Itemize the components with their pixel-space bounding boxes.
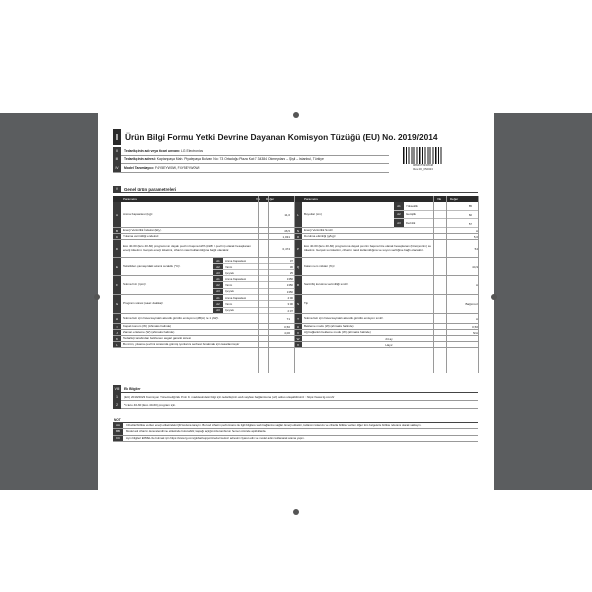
row-parameter: Tekstilden çamaşırdaki azami sıcaklık (°C)¹ [123,263,181,268]
sub-row-value: 1350 [286,283,293,288]
row-parameter: Sıkma fazı için hava kaynaklı akustik gürültü emisyonu (dB(A) re 1 pW)¹ [123,315,219,320]
supplier-row [113,156,389,165]
table-row [113,314,294,324]
row-id: 1 [113,393,121,401]
row-value: A [475,228,478,233]
barcode-number: 0884675930548 [412,163,434,167]
row-id: H [113,314,121,323]
section-number: VIII [114,386,120,391]
row-parameter: Yıkama verimliliği endeksi¹ [123,233,159,238]
row-parameter: Sıkma fazı için hava kaynaklı akustik gürültü emisyon sınıfı¹ [304,315,384,320]
row-id: T [294,314,302,323]
row-id: R [294,276,302,294]
revision-code: Rev.00_052023 [413,166,433,171]
row-id: L [294,202,302,227]
left-background-band [0,113,98,490]
row-parameter: Boyutlar (cm) [304,211,322,216]
right-background-band [494,113,592,490]
header-unit: VE [256,197,261,201]
row-id: C [113,234,121,239]
section-title: Genel ürün parametreleri [124,186,177,192]
sub-row-key: A3 [213,270,223,275]
section-number: I [113,129,121,145]
supplier-field-label: Tedarikçinin adı veya ticari unvanı: [124,148,181,153]
sub-row-key: A3 [213,289,223,294]
row-value: A [475,283,478,287]
header-parameter: Parametre [304,197,319,201]
row-id: 2 [113,401,121,409]
table-row [294,276,478,295]
supplier-row [113,147,389,156]
table-row [113,240,294,258]
row-parameter: Ağ bağlantılı bekleme modu (W) (ahmaks halinde) [304,329,371,334]
row-value: 5,0 [473,234,478,239]
row-parameter: Kalan nem miktarı (%)¹ [304,263,335,268]
barcode [403,147,443,175]
row-id: F [113,276,121,294]
note-row [113,436,478,442]
row-id: Q [294,258,302,275]
section-header [113,186,478,193]
table-row [113,258,294,276]
row-id: E [113,258,121,275]
sub-row-value: 2:37 [287,308,293,313]
section-header [113,385,478,393]
sub-row-key: A1 [213,295,223,300]
row-id: V [294,330,302,335]
table-row [294,202,478,228]
section-number: IV [113,164,121,173]
sub-row-key: A3 [394,219,404,227]
sub-row-label: Derinlik [406,221,416,226]
sub-row-value: 57 [468,221,472,226]
row-value: 0,50 [472,324,478,329]
row-id: J [113,330,121,335]
row-parameter: Eco 40-60 (Eco 40-60) programına dayalı çevrim başına litre olarak hesaplanan (litre/çevrim) su tüketimi. Gerçek su tüketimi, cihazın nasıl kullanıldığına ve suyun sertliğine bağlı olacaktır. [304,243,432,252]
row-parameter: Enerji Verimlilik Sınıfı¹ [304,227,334,232]
sub-row-key: A3 [213,308,223,313]
sub-row-key: A1 [394,202,404,210]
barcode-icon [403,147,443,164]
supplier-field [121,149,203,153]
row-value: 0,50 [284,324,290,329]
note-key: CC [113,436,123,441]
row-id: I [113,324,121,329]
supplier-field-value: LG Electronics [180,148,204,153]
supplier-info [113,147,389,173]
additional-info-row [113,393,478,401]
sub-row-value: 30 [289,265,293,269]
table-row [294,258,478,276]
row-id: P [294,240,302,257]
supplier-field-value: F4Y5EYW0W, F4Y5EYW0WI [154,165,200,170]
sub-row-key: A2 [213,282,223,287]
row-parameter: Sıkma hızı (rpm)¹ [123,282,147,287]
section-title: Ek Bilgiler [124,386,141,391]
supplier-field-label: Tedarikçinin adresi: [124,157,156,162]
row-id: G [113,295,121,313]
supplier-field [121,166,200,170]
sub-row-label: Anma Kapasitesi [225,276,246,281]
sub-row-key: A2 [394,211,404,219]
row-parameter: Bu ürün, yıkama çevrimi sırasında gümüş iyonlarını serbest bırakmak için tasarlanmıştır [123,341,240,346]
sub-row-key: A1 [213,258,223,263]
sub-row-value: 85 [468,204,472,209]
additional-info-text: (EU) 2019/2023 Komisyon Yönetmeliği Ek II'nin 9. maddesindeki bilgi için tedarikçinin web sayfası bağlantısına (url) adres ulaşabilirsiniz : https://www.lg.com/tr [124,394,335,399]
row-value: 54 [474,246,478,251]
row-id: B [113,228,121,233]
note-key: AA [113,423,123,428]
sub-row-label: Yarım [225,264,233,269]
row-value: 46,5 [284,228,290,233]
supplier-row [113,164,389,173]
row-value: A [475,316,478,321]
row-id: S [294,295,302,313]
additional-info-text: *1 Eco 40-60 (Eco 40-60) program için. [124,402,177,407]
sub-row [394,211,478,220]
sub-row [394,219,478,228]
sub-row-label: Anma Kapasitesi [225,295,246,300]
sub-row-value: 1350 [286,289,293,294]
row-parameter: Kapalı konum (W) (Ahmaks halinde) [123,323,172,328]
row-value: 4,00 [284,330,290,335]
row-parameter: Zaman erteleme (W) (ahmaks halinde) [123,329,175,334]
notes-section [113,418,478,442]
sub-row-key: A2 [213,301,223,306]
table-row [113,342,478,348]
sub-row-label: Yükseklik [406,203,418,208]
table-row [113,202,294,228]
row-parameter: Durulma etkinliği (g/kg)¹ [304,233,336,238]
registration-mark [94,294,100,300]
table-row [294,240,478,258]
sub-row [394,202,478,211]
sub-row-value: 4:00 [287,296,293,301]
section-number: III [113,155,121,164]
row-value: 0,474 [282,246,290,251]
row-parameter: Tip [304,301,309,306]
sub-row-key: A2 [213,264,223,269]
row-parameter: Bekleme modu (W) (ahmaks halinde) [304,323,354,328]
notes-title: NOT [113,418,478,423]
row-parameter: Santrifüj kurutma verimliliği sınıfı¹ [304,282,349,287]
row-value: 44,9 [472,264,478,269]
product-information-sheet [113,129,478,471]
row-id: N [294,228,302,233]
row-id: O [294,234,302,239]
table-row [113,295,294,314]
note-text: Model adı cihazın derecelendirme etiketinde bulunabilir, kapağı açtığınızda tamburun hemen önünde açıklıklarda. [126,429,267,434]
sub-row-label: Çeyrek [225,270,234,275]
sub-row-label: Yarım [225,282,233,287]
registration-mark [293,509,299,515]
header-unit: VE [437,197,442,201]
sub-row-key: A1 [213,276,223,281]
document-title-row [113,129,478,145]
document-title: Ürün Bilgi Formu Yetki Devrine Dayanan Komisyon Tüzüğü (EU) No. 2019/2014 [125,132,438,142]
row-value: 1,031 [282,234,290,239]
table-row [294,295,478,314]
row-id: W [294,336,302,341]
header-parameter: Parametre [123,197,138,201]
note-text: Cihazlar/birlikte verilen enerji etiketindeki QR koduna tarayın. Bu kod cihazın performansı ile ilgili bilgilere web bağlantısı sağlar. Enerji etiketini, kullanım kılavuzu ve cihazla birlikte verilen diğer tüm belgelerle birlikte referans olarak saklayın. [126,423,422,427]
sub-row-value: 3:00 [287,302,293,307]
row-id: L [113,342,121,347]
row-id: A [113,202,121,227]
table-row [294,314,478,324]
table-row [113,276,294,295]
row-parameter: Eco 40-60 (Eco 40-60) programının dayalı çevrim başına kWh (kWh / çevrim) olarak hesaplanan enerji tüketimi. Gerçek enerji tüketimi, cihazın nasıl kullanıldığına bağlı olacaktır. [123,243,251,252]
row-parameter: Tedarikçi tarafından belirlenen asgari garanti süresi [123,335,191,340]
note-text: Aynı bilgileri EPREL'de bulmak için https://www.lg.com/global/support/cedoc/cedoc/ adresini ziyaret edin ve model adını kullanarak arama yapın. [126,435,305,440]
sub-row-label: Genişlik [406,212,416,217]
row-id: X [294,342,302,347]
row-value: Bağımsız [465,302,478,306]
sub-row-label: Çeyrek [225,289,234,294]
additional-information [113,385,478,409]
supplier-field-value: Kaptanpaşa Mah. Piyalepaşa Bulvarı No: 73 Ortadoğu Plaza Kat:7 34384 Okmeydanı – Şişli – İstanbul, Türkiye [155,157,324,162]
row-parameter: Anma Kapasitesi (kg)¹ [123,211,153,216]
registration-mark [491,294,497,300]
row-value: Hayır [385,342,393,347]
sub-row-value: 1350 [286,277,293,282]
registration-mark [293,112,299,118]
row-value: 24 ay [385,336,393,341]
sub-row-label: Çeyrek [225,308,234,313]
header-value: Değer [266,197,275,201]
sub-row-label: Anma Kapasitesi [225,258,246,263]
row-id: U [294,324,302,329]
row-value: 71 [286,316,290,321]
row-value: N/A [472,330,478,335]
sub-row-value: 37 [289,259,293,263]
supplier-field-label: Model Tanımlayıcı: [124,165,155,170]
row-parameter: Enerji Verimlilik İndeksi (EI)₁¹ [123,227,162,232]
row-id: K [113,336,121,341]
header-value: Değer [450,197,459,201]
additional-info-row [113,401,478,409]
sub-row-label: Yarım [225,301,233,306]
row-value: 11,0 [284,212,290,217]
section-number: II [113,147,121,156]
row-id: D [113,240,121,257]
section-number: V [113,186,121,193]
sub-row-value: 25 [289,271,293,275]
row-parameter: Program süresi (saat: dakika)¹ [123,301,164,306]
note-key: BB [113,429,123,434]
supplier-field [121,157,324,161]
sub-row-value: 60 [468,212,472,217]
